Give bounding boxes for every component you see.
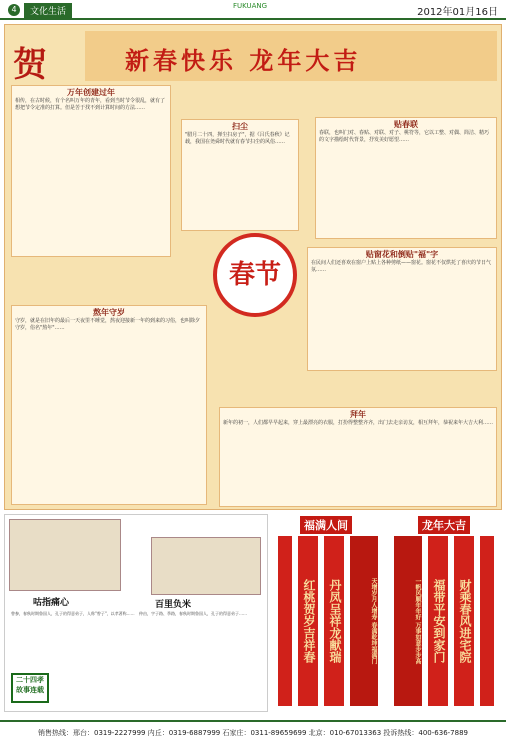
- article-box: [307, 247, 497, 371]
- issue-date: 2012年01月16日: [417, 7, 498, 18]
- article-body: 在民间人们还喜欢在窗户上贴上各种剪纸——窗花。窗花不仅烘托了喜庆的节日气氛……: [311, 260, 492, 273]
- article-title: 熬年守岁: [93, 308, 125, 317]
- story-text: 曾参，春秋时期鲁国人，孔子的得意弟子，人称"曾子"，以孝著称……: [11, 611, 135, 616]
- story-title: 百里负米: [155, 600, 192, 610]
- article-box: [315, 117, 497, 239]
- couplet-panel: [388, 514, 502, 712]
- spring-festival-medallion: 春节: [213, 233, 297, 317]
- couplet-left: 福带平安到家门: [428, 536, 448, 706]
- section-label: 文化生活: [24, 3, 72, 18]
- article-box: [181, 119, 299, 231]
- article-title: 贴窗花和倒贴"福"字: [365, 250, 439, 259]
- couplet-right: 丹凤呈祥龙献瑞: [324, 536, 344, 706]
- article-box: [11, 305, 207, 505]
- couplet-panel: [272, 514, 384, 712]
- story-illustration: [9, 519, 121, 591]
- page-header: [0, 0, 506, 20]
- article-body: 相传，在古时候，有个名叫万年的青年，看到当时节令很乱，就有了想把节令定准的打算。但是苦于找不到计算时间的方法……: [15, 98, 166, 111]
- feature-panel: [4, 24, 502, 510]
- filial-story-panel: [4, 514, 268, 712]
- couplet-center: 天增岁月人增寿 春满乾坤福满门: [350, 536, 378, 706]
- article-title: 扫尘: [232, 122, 248, 131]
- story-title: 咕指痛心: [33, 598, 70, 608]
- couplet-right: 财乘春风进宅院: [454, 536, 474, 706]
- couplet-strip: [278, 536, 292, 706]
- story-text: 仲由，字子路、季路，春秋时期鲁国人，孔子的得意弟子……: [139, 611, 247, 616]
- corner-calligraphy: 贺: [13, 45, 47, 85]
- article-body: 新年的初一，人们都早早起来，穿上最漂亮的衣服，打扮得整整齐齐，出门去走亲访友，相互拜年，恭祝来年大吉大利……: [223, 420, 494, 426]
- article-body: 春联，也叫门对、春贴、对联、对子、桃符等，它以工整、对偶、简洁、精巧的文字描绘时代背景，抒发美好愿望……: [319, 130, 490, 143]
- article-title: 贴春联: [394, 120, 418, 129]
- couplet-strip: [480, 536, 494, 706]
- bottom-section: [4, 514, 502, 712]
- page-title: 新春快乐 龙年大吉: [125, 46, 362, 75]
- article-body: "腊月二十四，掸尘扫房子"，据《吕氏春秋》记载，我国在尧舜时代就有春节扫尘的风俗……: [185, 132, 290, 145]
- badge-title: 二十四孝: [16, 676, 44, 684]
- badge-subtitle: 故事连载: [16, 686, 44, 694]
- article-box: [219, 407, 497, 507]
- couplet-center: 一帆风顺年年好 万事如意步步高: [394, 536, 422, 706]
- article-title: 拜年: [350, 410, 366, 419]
- page-number: 4: [8, 4, 20, 16]
- series-badge: [11, 673, 49, 703]
- couplet-head: 龙年大吉: [418, 516, 470, 534]
- couplet-left: 红桃贺岁吉祥春: [298, 536, 318, 706]
- logo: FUKUANG: [232, 2, 268, 10]
- story-illustration: [151, 537, 261, 595]
- article-body: 守岁，就是在旧年的最后一天夜里不睡觉，熬夜迎接新一年的到来的习俗，也叫除夕守岁，俗名"熬年"……: [15, 318, 201, 331]
- title-banner: [85, 31, 497, 81]
- couplet-head: 福满人间: [300, 516, 352, 534]
- article-title: 万年创建过年: [67, 88, 115, 97]
- article-box: [11, 85, 171, 257]
- sales-hotline-footer: 销售热线：邢台：0319-2227999 内丘：0319-6887999 石家庄：0311-89659699 北京：010-67013363 投诉热线：400-636-7889: [0, 720, 506, 744]
